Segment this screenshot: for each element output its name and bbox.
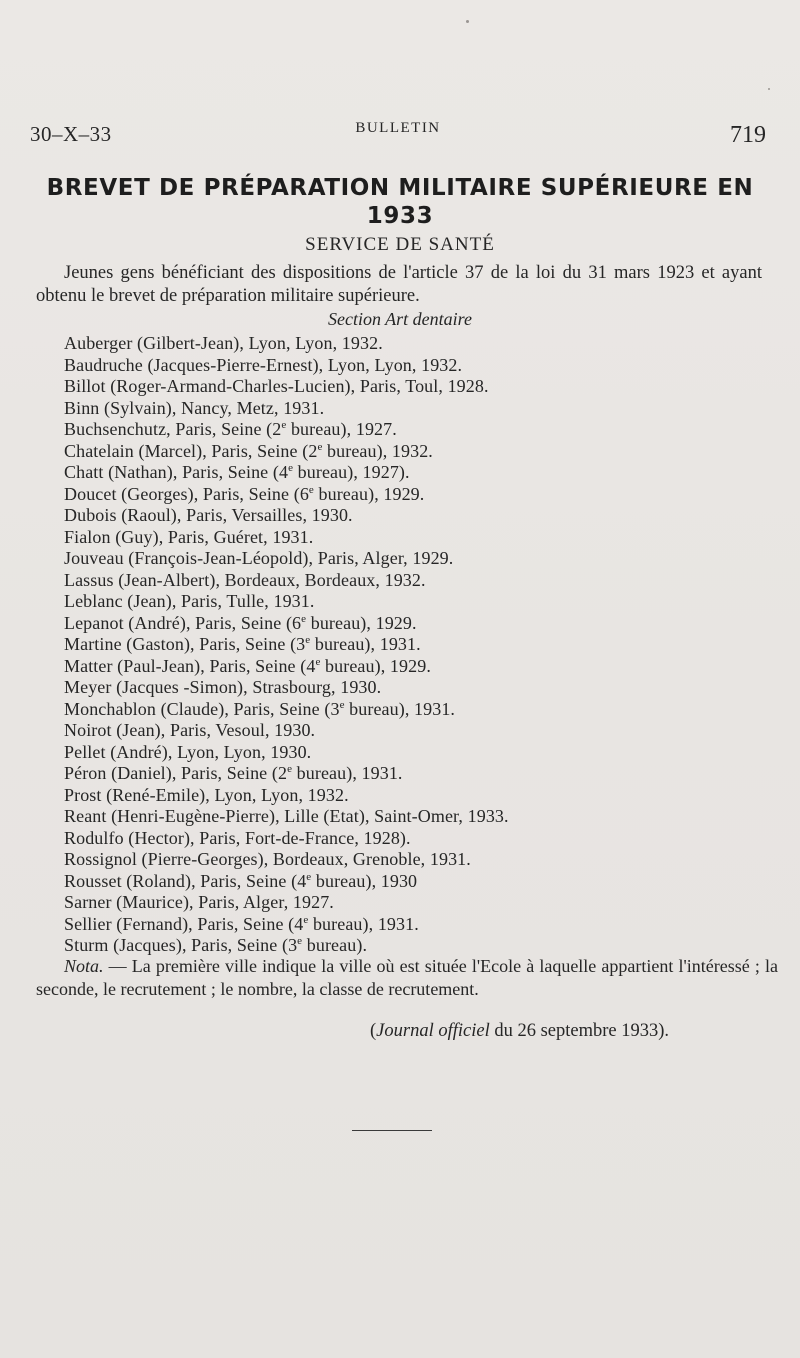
list-item: Buchsenchutz, Paris, Seine (2e bureau), 1927. (64, 419, 397, 439)
list-item: Auberger (Gilbert-Jean), Lyon, Lyon, 1932. (64, 333, 383, 353)
list-item: Sellier (Fernand), Paris, Seine (4e bureau), 1931. (64, 913, 419, 934)
source-journal: Journal officiel (376, 1021, 490, 1041)
list-item: Doucet (Georges), Paris, Seine (6e bureau), 1929. (64, 483, 425, 504)
running-head (30, 118, 766, 152)
page-title: BREVET DE PRÉPARATION MILITAIRE SUPÉRIEURE EN 1933 (46, 175, 754, 229)
list-item: Chatelain (Marcel), Paris, Seine (2e bureau), 1932. (64, 440, 433, 461)
list-item: Binn (Sylvain), Nancy, Metz, 1931. (64, 397, 325, 418)
list-item: Matter (Paul-Jean), Paris, Seine (4e bureau), 1929. (64, 655, 431, 676)
section-heading: Section Art dentaire (328, 309, 472, 329)
list-item: Leblanc (Jean), Paris, Tulle, 1931. (64, 591, 315, 611)
list-item: Lassus (Jean-Albert), Bordeaux, Bordeaux, 1932. (64, 569, 426, 590)
service-heading: SERVICE DE SANTÉ (305, 234, 495, 255)
list-item: Pellet (André), Lyon, Lyon, 1930. (64, 741, 312, 762)
list-item: Rossignol (Pierre-Georges), Bordeaux, Grenoble, 1931. (64, 849, 471, 869)
running-title: BULLETIN (355, 120, 441, 136)
list-item: Péron (Daniel), Paris, Seine (2e bureau), 1931. (64, 763, 403, 783)
laureate-list (64, 333, 764, 957)
intro-paragraph: Jeunes gens bénéficiant des dispositions de l'article 37 de la loi du 31 mars 1923 et ayant obtenu le brevet de préparation militaire supérieure. (36, 263, 762, 306)
nota-text: — La première ville indique la ville où est située l'Ecole à laquelle appartient l'intéressé ; la seconde, le recrutement ; le nombre, la classe de recrutement. (36, 956, 779, 999)
list-item: Rousset (Roland), Paris, Seine (4e bureau), 1930 (64, 870, 418, 891)
list-item: Chatt (Nathan), Paris, Seine (4e bureau), 1927). (64, 462, 410, 482)
list-item: Fialon (Guy), Paris, Guéret, 1931. (64, 526, 314, 547)
list-item: Baudruche (Jacques-Pierre-Ernest), Lyon, Lyon, 1932. (64, 354, 463, 375)
page-number: 719 (730, 122, 766, 148)
source-rest: du 26 septembre 1933). (489, 1021, 670, 1041)
list-item: Meyer (Jacques -Simon), Strasbourg, 1930. (64, 677, 382, 697)
issue-date: 30–X–33 (30, 122, 112, 146)
list-item: Lepanot (André), Paris, Seine (6e bureau), 1929. (64, 612, 417, 633)
paper-speck (466, 20, 469, 23)
source-open: ( (370, 1021, 377, 1041)
list-item: Reant (Henri-Eugène-Pierre), Lille (Etat), Saint-Omer, 1933. (64, 806, 509, 826)
list-item: Jouveau (François-Jean-Léopold), Paris, Alger, 1929. (64, 548, 454, 568)
closing-rule (352, 1130, 432, 1131)
list-item: Monchablon (Claude), Paris, Seine (3e bureau), 1931. (64, 698, 456, 719)
list-item: Billot (Roger-Armand-Charles-Lucien), Paris, Toul, 1928. (64, 376, 489, 396)
list-item: Sarner (Maurice), Paris, Alger, 1927. (64, 892, 334, 912)
nota-label: Nota. (64, 956, 104, 976)
nota-paragraph (36, 955, 778, 1001)
list-item: Noirot (Jean), Paris, Vesoul, 1930. (64, 720, 316, 740)
list-item: Sturm (Jacques), Paris, Seine (3e bureau). (64, 935, 368, 955)
list-item: Rodulfo (Hector), Paris, Fort-de-France, 1928). (64, 827, 411, 848)
list-item: Martine (Gaston), Paris, Seine (3e bureau), 1931. (64, 634, 421, 654)
list-item: Dubois (Raoul), Paris, Versailles, 1930. (64, 505, 353, 525)
paper-speck (768, 88, 770, 90)
source-citation (370, 1021, 669, 1042)
list-item: Prost (René-Emile), Lyon, Lyon, 1932. (64, 784, 349, 805)
